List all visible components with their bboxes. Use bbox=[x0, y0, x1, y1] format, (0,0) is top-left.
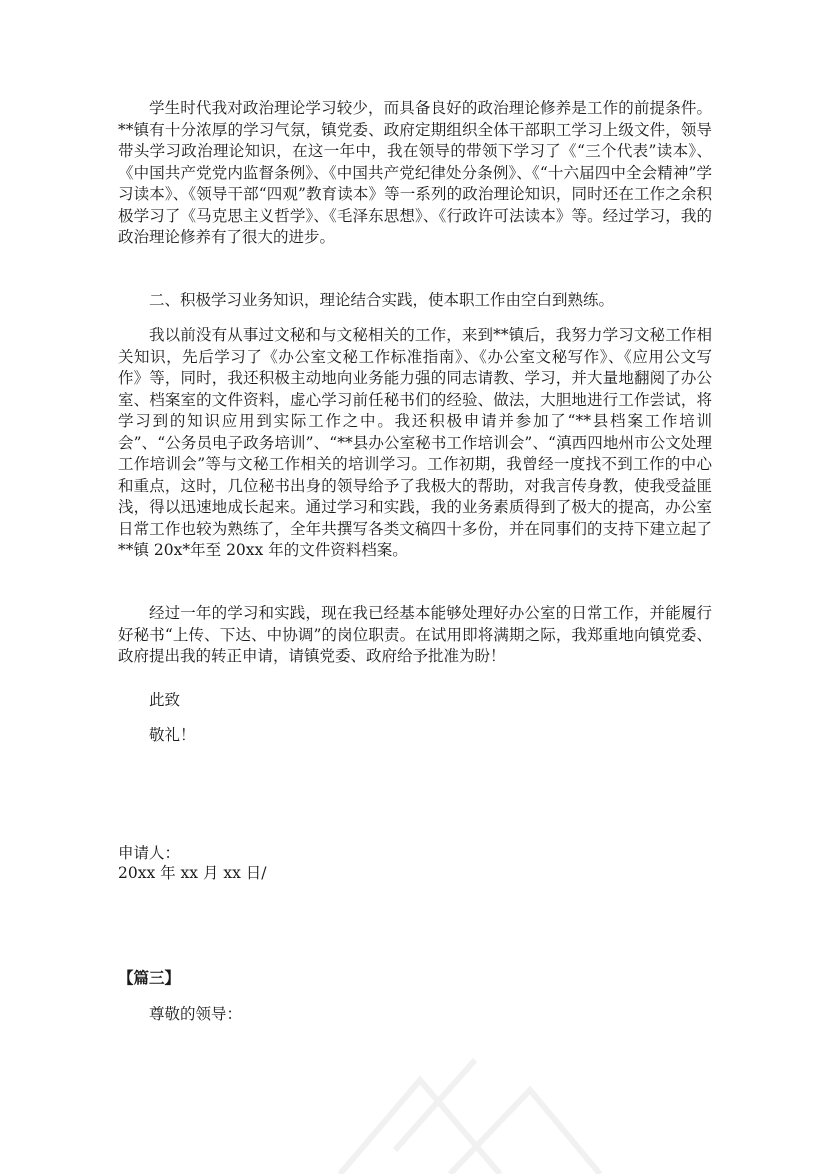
paragraph-work-learning: 我以前没有从事过文秘和与文秘相关的工作，来到**镇后，我努力学习文秘工作相关知识，先后学习了《办公室文秘工作标准指南》、《办公室文秘写作》、《应用公文写作》等，同时，我还积极主动地向业务能力强的同志请教、学习，并大量地翻阅了办公室、档案室的文件资料，虚心学习前任秘书们的经验、做法，大胆地进行工作尝试，将学习到的知识应用到实际工作之中。我还积极申请并参加了“**县档案工作培训会”、“公务员电子政务培训”、“**县办公室秘书工作培训会”、“滇西四地州市公文处理工作培训会”等与文秘工作相关的培训学习。工作初期，我曾经一度找不到工作的中心和重点，这时，几位秘书出身的领导给予了我极大的帮助，对我言传身教，使我受益匪浅，得以迅速地成长起来。通过学习和实践，我的业务素质得到了极大的提高，办公室日常工作也较为熟练了，全年共撰写各类文稿四十多份，并在同事们的支持下建立起了**镇 20x*年至 20xx 年的文件资料档案。 bbox=[118, 326, 712, 559]
watermark-graphic bbox=[300, 1040, 620, 1174]
applicant-label: 申请人： bbox=[118, 844, 181, 862]
closing-cizhi: 此致 bbox=[149, 691, 181, 709]
paragraph-political-study: 学生时代我对政治理论学习较少，而具备良好的政治理论修养是工作的前提条件。**镇有十分浓厚的学习气氛，镇党委、政府定期组织全体干部职工学习上级文件，领导带头学习政治理论知识，在这一年中，我在领导的带领下学习了《“三个代表”读本》、《中国共产党党内监督条例》、《中国共产党纪律处分条例》、《“十六届四中全会精神”学习读本》、《领导干部“四观”教育读本》等一系列的政治理论知识，同时还在工作之余积极学习了《马克思主义哲学》、《毛泽东思想》、《行政许可法读本》等。经过学习，我的政治理论修养有了很大的进步。 bbox=[118, 99, 712, 246]
paragraph-section-two-heading: 二、积极学习业务知识，理论结合实践，使本职工作由空白到熟练。 bbox=[149, 291, 615, 309]
section-heading: 【篇三】 bbox=[118, 968, 181, 987]
closing-jingli: 敬礼！ bbox=[149, 726, 196, 744]
date-line: 20xx 年 xx 月 xx 日/ bbox=[118, 864, 267, 882]
paragraph-application: 经过一年的学习和实践，现在我已经基本能够处理好办公室的日常工作，并能履行好秘书“上传、下达、中协调”的岗位职责。在试用即将满期之际，我郑重地向镇党委、政府提出我的转正申请，请镇党委、政府给予批准为盼！ bbox=[118, 604, 712, 665]
salutation: 尊敬的领导： bbox=[149, 1005, 243, 1023]
